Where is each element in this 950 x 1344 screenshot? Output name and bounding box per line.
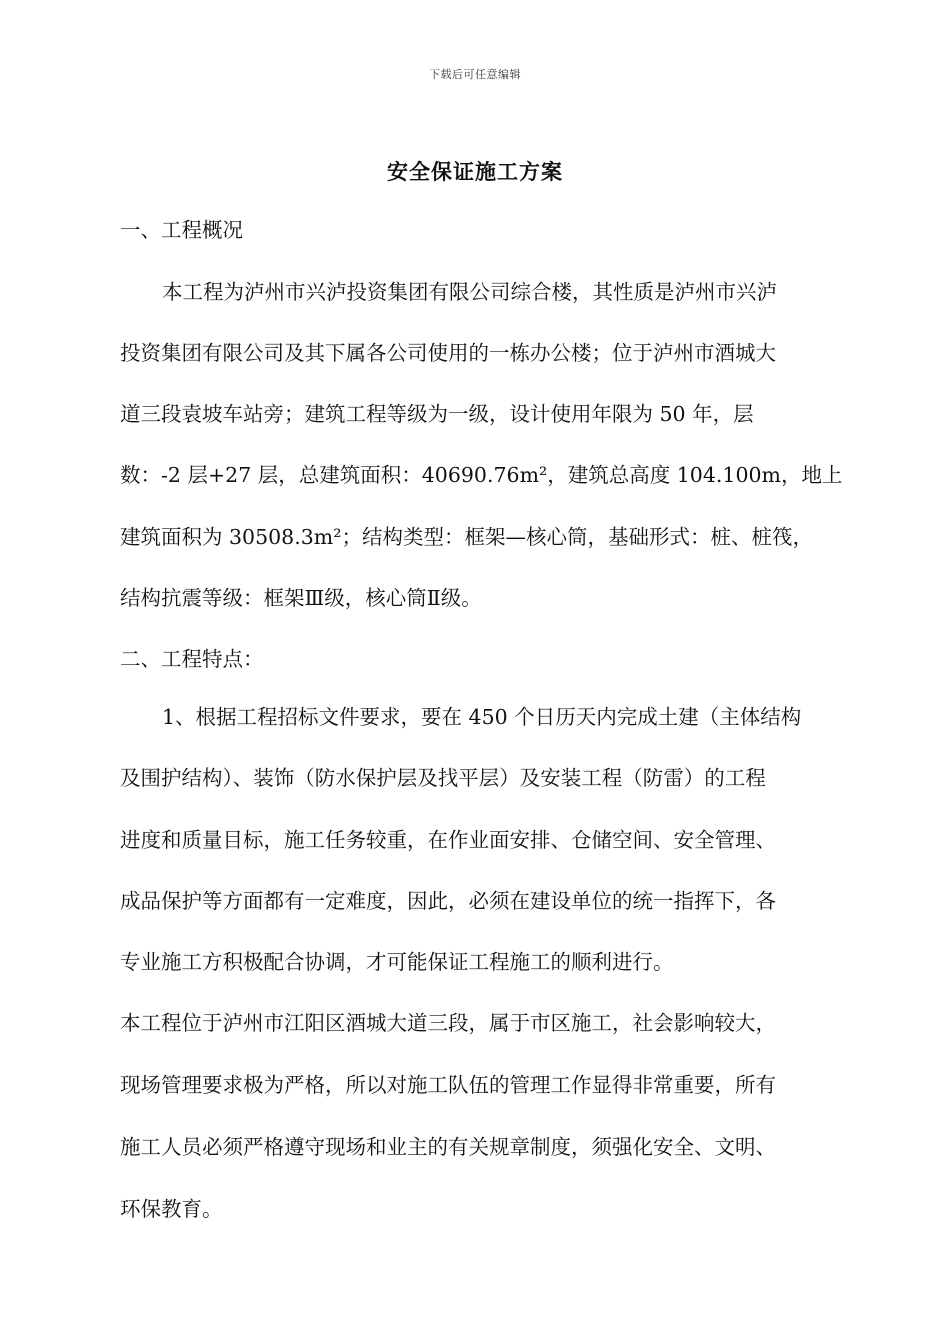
header-note: 下载后可任意编辑 bbox=[429, 68, 521, 81]
overview-line: 投资集团有限公司及其下属各公司使用的一栋办公楼；位于泸州市酒城大 bbox=[120, 341, 776, 365]
features-paragraph-line: 本工程位于泸州市江阳区酒城大道三段，属于市区施工，社会影响较大， bbox=[120, 1011, 776, 1035]
overview-line: 道三段袁坡车站旁；建筑工程等级为一级，设计使用年限为 50 年，层 bbox=[120, 402, 754, 426]
overview-line: 数：-2 层+27 层，总建筑面积：40690.76m²，建筑总高度 104.100m，地上 bbox=[120, 463, 843, 487]
overview-line: 本工程为泸州市兴泸投资集团有限公司综合楼，其性质是泸州市兴泸 bbox=[162, 280, 777, 304]
features-paragraph-line: 环保教育。 bbox=[120, 1197, 223, 1221]
features-item-line: 进度和质量目标，施工任务较重，在作业面安排、仓储空间、安全管理、 bbox=[120, 828, 776, 852]
document-title: 安全保证施工方案 bbox=[387, 159, 563, 184]
features-paragraph-line: 施工人员必须严格遵守现场和业主的有关规章制度，须强化安全、文明、 bbox=[120, 1135, 776, 1159]
features-item-line: 成品保护等方面都有一定难度，因此，必须在建设单位的统一指挥下，各 bbox=[120, 889, 776, 913]
features-item-line: 及围护结构）、装饰（防水保护层及找平层）及安装工程（防雷）的工程 bbox=[120, 766, 766, 790]
features-item-line: 1、根据工程招标文件要求，要在 450 个日历天内完成土建（主体结构 bbox=[162, 705, 802, 729]
section-heading-overview: 一、工程概况 bbox=[120, 218, 243, 242]
overview-line: 建筑面积为 30508.3m²；结构类型：框架—核心筒，基础形式：桩、桩筏， bbox=[120, 525, 813, 549]
section-heading-features: 二、工程特点： bbox=[120, 647, 264, 671]
overview-line: 结构抗震等级：框架Ⅲ级，核心筒Ⅱ级。 bbox=[120, 586, 482, 610]
features-paragraph-line: 现场管理要求极为严格，所以对施工队伍的管理工作显得非常重要，所有 bbox=[120, 1073, 776, 1097]
features-item-line: 专业施工方积极配合协调，才可能保证工程施工的顺利进行。 bbox=[120, 950, 674, 974]
